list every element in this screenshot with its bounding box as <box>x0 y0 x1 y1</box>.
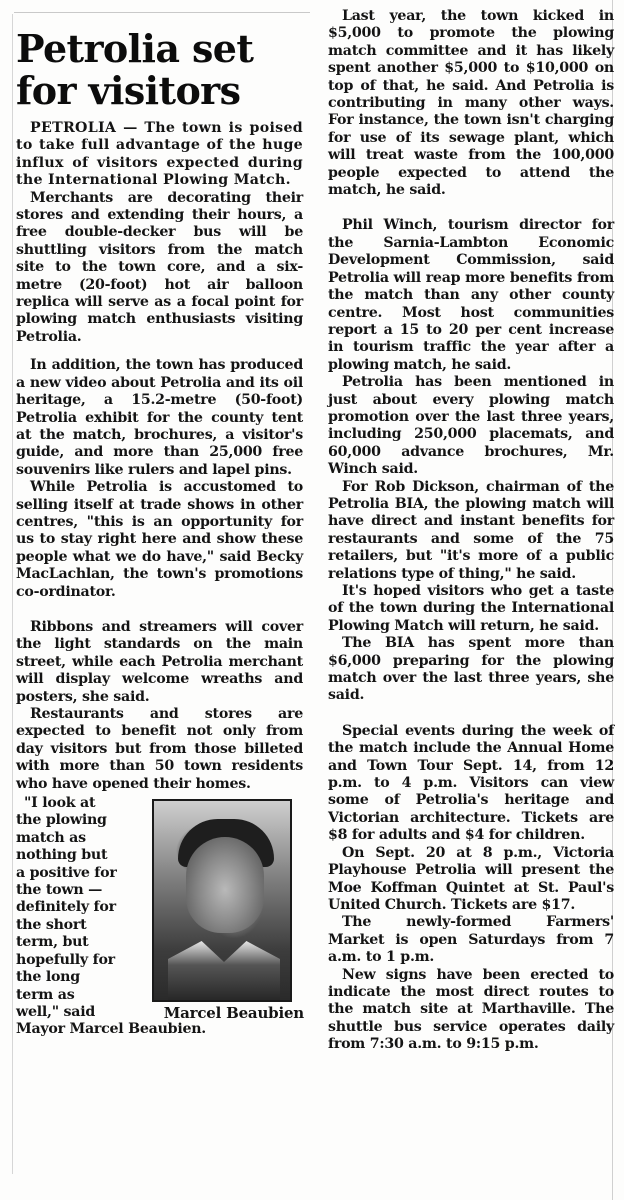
quote-line: term as <box>16 986 75 1003</box>
paragraph: Merchants are decorating their stores and extending their hours, a free double-decker bus will be shuttling visitors from the match site to the town core, and a six-metre (20-foot) hot air balloon replica will serve as a focal point for plowing match enthusiasts visiting Petrolia. <box>16 189 303 345</box>
paragraph: Ribbons and streamers will cover the light standards on the main street, while each Petrolia merchant will display welcome wreaths and posters, she said. <box>16 618 303 705</box>
mayor-photo <box>152 799 292 1002</box>
quote-line: "I look at <box>24 795 96 812</box>
paragraph: While Petrolia is accustomed to selling itself at trade shows in other centres, "this is an opportunity for us to stay right here and show these people what we do have," said Becky MacLachlan, the town's promotions co-ordinator. <box>16 479 303 600</box>
left-rule <box>12 14 13 1174</box>
quote-line: a positive for <box>16 864 117 881</box>
mayor-quote <box>16 795 128 1021</box>
quote-line: the short <box>16 916 87 933</box>
quote-attribution: Mayor Marcel Beaubien. <box>16 1021 207 1038</box>
headline-line-2: for visitors <box>16 68 241 113</box>
quote-line: match as <box>16 829 86 846</box>
mayor-quote-block <box>16 795 304 1038</box>
quote-line: nothing but <box>16 847 108 864</box>
quote-line: the town — <box>16 882 103 899</box>
paragraph: Petrolia has been mentioned in just about every plowing match promotion over the last three years, including 250,000 placemats, and 60,000 advance brochures, Mr. Winch said. <box>328 374 614 478</box>
paragraph: On Sept. 20 at 8 p.m., Victoria Playhouse Petrolia will present the Moe Koffman Quintet at St. Paul's United Church. Tickets are $17. <box>328 844 614 913</box>
paragraph: The BIA has spent more than $6,000 preparing for the plowing match over the last three years, she said. <box>328 635 614 704</box>
photo-face <box>186 837 264 933</box>
left-column <box>16 0 304 1038</box>
headline-line-1: Petrolia set <box>16 26 254 71</box>
quote-line: the long <box>16 969 80 986</box>
paragraph-lede: PETROLIA — The town is poised to take full advantage of the huge influx of visitors expected during the International Plowing Match. <box>16 120 303 189</box>
quote-line: definitely for <box>16 899 116 916</box>
paragraph: For Rob Dickson, chairman of the Petrolia BIA, the plowing match will have direct and instant benefits for restaurants and some of the 75 retailers, but "it's more of a public relations type of thing," he said. <box>328 478 614 582</box>
paragraph: Phil Winch, tourism director for the Sarnia-Lambton Economic Development Commission, said Petrolia will reap more benefits from the match than any other county centre. Most host communities report a 15 to 20 per cent increase in tourism traffic the year after a plowing match, he said. <box>328 217 614 373</box>
paragraph: In addition, the town has produced a new video about Petrolia and its oil heritage, a 15.2-metre (50-foot) Petrolia exhibit for the county tent at the match, brochures, a visitor's guide, and more than 25,000 free souvenirs like rulers and lapel pins. <box>16 357 303 478</box>
quote-line: term, but <box>16 934 89 951</box>
right-column <box>328 8 614 1054</box>
headline <box>16 28 303 112</box>
paragraph: The newly-formed Farmers' Market is open Saturdays from 7 a.m. to 1 p.m. <box>328 914 614 966</box>
paragraph: New signs have been erected to indicate the most direct routes to the match site at Marthaville. The shuttle bus service operates daily from 7:30 a.m. to 9:15 p.m. <box>328 966 614 1053</box>
photo-caption: Marcel Beaubien <box>163 1004 304 1023</box>
paragraph: It's hoped visitors who get a taste of the town during the International Plowing Match will return, he said. <box>328 583 614 634</box>
paragraph: Special events during the week of the match include the Annual Home and Town Tour Sept. 14, from 12 p.m. to 4 p.m. Visitors can view some of Petrolia's heritage and Victorian architecture. Tickets are $8 for adults and $4 for children. <box>328 722 614 844</box>
quote-line: the plowing <box>16 812 107 829</box>
quote-line: well," said <box>16 1003 96 1020</box>
paragraph: Last year, the town kicked in $5,000 to promote the plowing match committee and it has likely spent another $5,000 to $10,000 on top of that, he said. And Petrolia is contributing in many other ways. For instance, the town isn't charging for use of its sewage plant, which will treat waste from the 100,000 people expected to attend the match, he said. <box>328 8 614 199</box>
paragraph: Restaurants and stores are expected to benefit not only from day visitors but from those billeted with more than 50 town residents who have opened their homes. <box>16 706 303 792</box>
quote-line: hopefully for <box>16 951 115 968</box>
photo-collar <box>168 941 280 1001</box>
